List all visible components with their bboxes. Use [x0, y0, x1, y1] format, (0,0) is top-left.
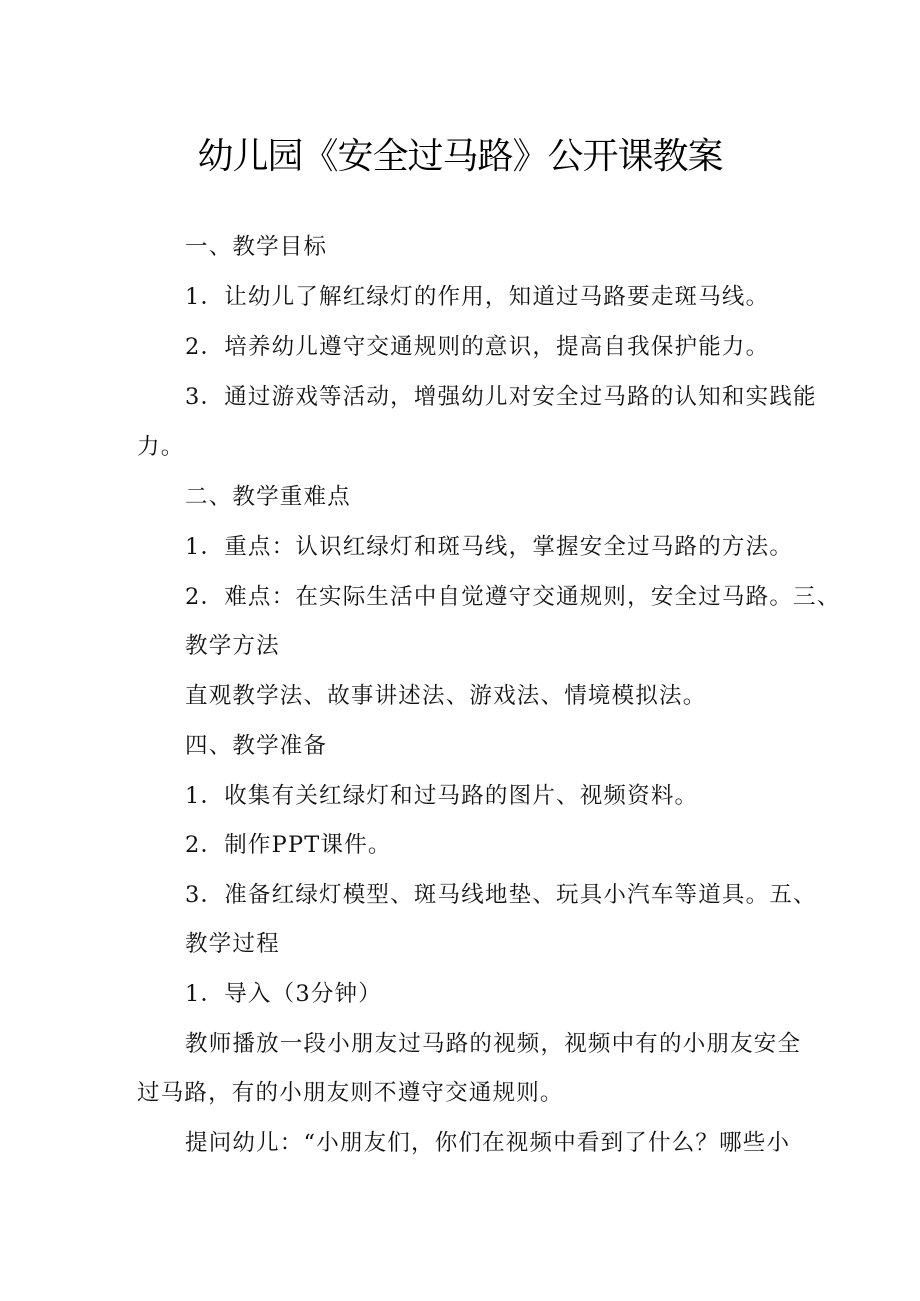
introduction-paragraph-continued: 过马路，有的小朋友则不遵守交通规则。	[137, 1080, 564, 1106]
teaching-methods-text: 直观教学法、故事讲述法、游戏法、情境模拟法。	[185, 683, 707, 709]
goal-item-3-continued: 力。	[137, 434, 185, 460]
document-title: 幼儿园《安全过马路》公开课教案	[197, 136, 723, 177]
preparation-item-2: 2．制作PPT课件。	[185, 832, 392, 858]
section-heading-teaching-methods: 教学方法	[185, 633, 280, 659]
section-heading-teaching-process: 教学过程	[185, 931, 280, 957]
goal-item-2: 2．培养幼儿遵守交通规则的意识，提高自我保护能力。	[185, 334, 770, 360]
section-heading-preparation: 四、教学准备	[185, 733, 328, 759]
section-heading-key-points: 二、教学重难点	[185, 484, 351, 510]
goal-item-1: 1．让幼儿了解红绿灯的作用，知道过马路要走斑马线。	[185, 284, 770, 310]
key-point-item: 1．重点：认识红绿灯和斑马线，掌握安全过马路的方法。	[185, 534, 794, 560]
preparation-item-1: 1．收集有关红绿灯和过马路的图片、视频资料。	[185, 783, 699, 809]
section-heading-teaching-goals: 一、教学目标	[185, 234, 328, 260]
difficult-point-item: 2．难点：在实际生活中自觉遵守交通规则，安全过马路。三、	[185, 584, 841, 610]
preparation-item-3: 3．准备红绿灯模型、斑马线地垫、玩具小汽车等道具。五、	[185, 882, 817, 908]
question-paragraph: 提问幼儿：“小朋友们，你们在视频中看到了什么？哪些小	[185, 1130, 791, 1156]
introduction-paragraph: 教师播放一段小朋友过马路的视频，视频中有的小朋友安全	[185, 1031, 802, 1057]
goal-item-3: 3．通过游戏等活动，增强幼儿对安全过马路的认知和实践能	[185, 384, 817, 410]
process-step-introduction: 1．导入（3分钟）	[185, 981, 382, 1007]
